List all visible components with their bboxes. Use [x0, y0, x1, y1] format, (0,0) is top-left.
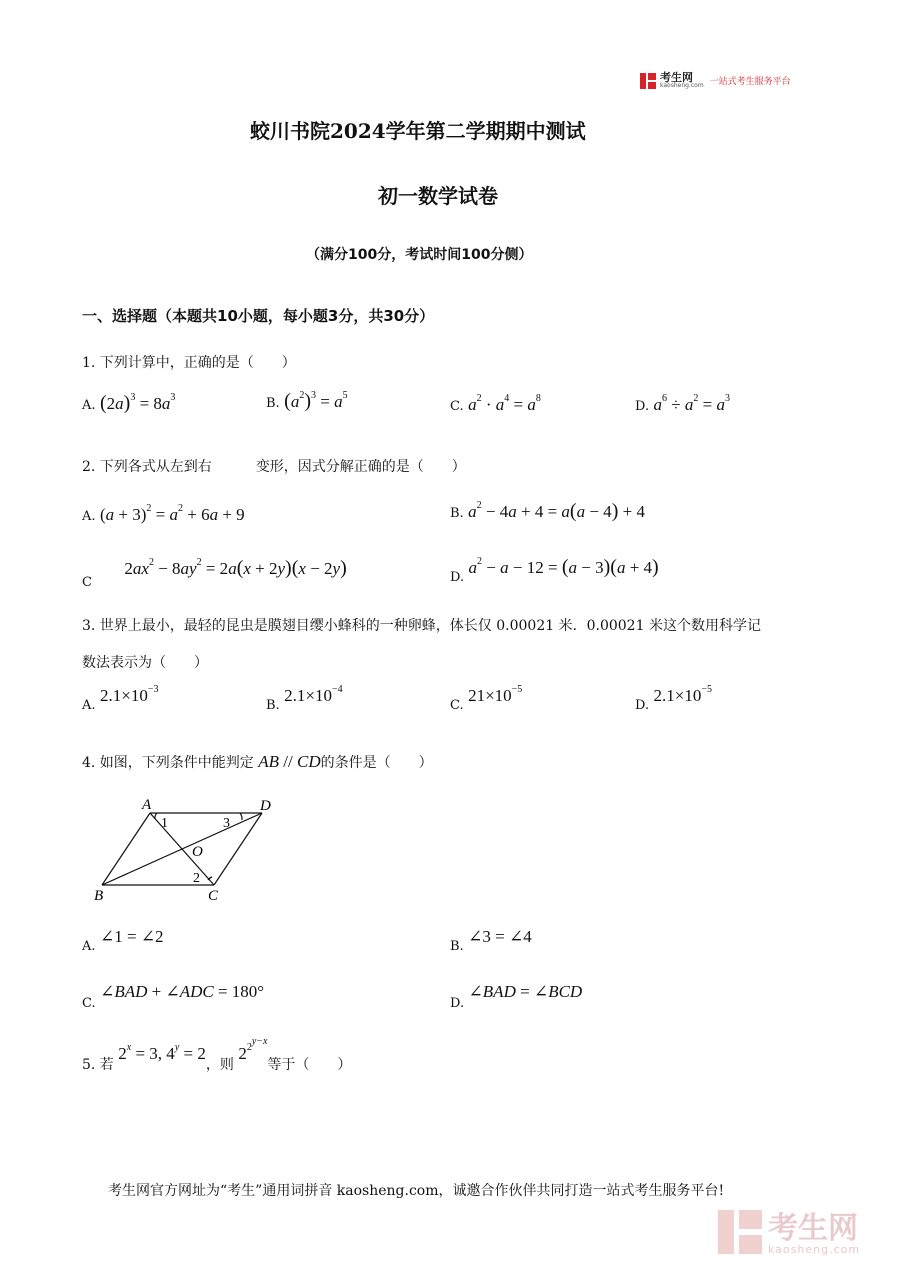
question-2-stem: 2. 下列各式从左到右 变形，因式分解正确的是（ ） — [82, 459, 466, 475]
watermark-name: 考生网 — [768, 1210, 858, 1246]
question-1-stem: 1. 下列计算中，正确的是（ ） — [82, 355, 296, 371]
footer-note: 考生网官方网址为“考生”通用词拼音 kaosheng.com，诚邀合作伙伴共同打造一站式考生服务平台! — [108, 1183, 725, 1199]
label-A: A — [142, 797, 152, 813]
question-4-stem: 4. 如图，下列条件中能判定 AB // CD的条件是（ ） — [82, 752, 433, 771]
header-logo — [640, 72, 791, 89]
logo-slogan: 一站式考生服务平台 — [709, 77, 791, 87]
logo-domain: kaosheng.com — [660, 82, 704, 89]
q1-option-a: A. $(2a)^3 = 8a^3$ — [82, 392, 176, 414]
q1-option-c: C. $a^2 \cdot a^4 = a^8$ — [450, 393, 541, 414]
q2-option-b: B. $a^2 - 4a + 4 = a(a - 4) + 4$ — [450, 500, 645, 522]
question-3-stem-line2: 数法表示为（ ） — [82, 655, 208, 671]
angle-2: 2 — [193, 871, 200, 886]
question-5-stem: 5. 若 $2^x = 3$, $4^y = 2$，则 $2^{2^{y-x}}$等于（ ） — [82, 1036, 352, 1073]
label-D: D — [260, 798, 271, 814]
question-3-stem-line1: 3. 世界上最小，最轻的昆虫是膜翅目缨小蜂科的一种卵蜂，体长仅 0.00021 米．0.00021 米这个数用科学记 — [82, 618, 761, 634]
label-B: B — [94, 888, 104, 904]
exam-info: （满分100分，考试时间100分侧） — [306, 247, 533, 263]
q2-option-c: C $2ax^2 - 8ay^2 = 2a(x + 2y)(x - 2y)$ — [82, 557, 347, 590]
q2-option-d: D. $a^2 - a - 12 = (a - 3)(a + 4)$ — [450, 556, 659, 585]
exam-title: 蛟川书院2024学年第二学期期中测试 — [250, 119, 586, 143]
watermark-logo-icon — [718, 1210, 762, 1258]
angle-3: 3 — [223, 816, 230, 831]
q1-option-d: D. $a^6 \div a^2 = a^3$ — [635, 393, 730, 414]
label-C: C — [208, 888, 219, 904]
q4-option-a: A. ∠1 = ∠2 — [82, 927, 164, 954]
section-heading: 一、选择题（本题共10小题，每小题3分，共30分） — [82, 307, 435, 325]
q1-option-b: B. $(a^2)^3 = a^5$ — [266, 390, 348, 412]
q4-option-b: B. ∠3 = ∠4 — [450, 927, 532, 954]
label-O: O — [192, 844, 203, 860]
watermark-domain: kaosheng.com — [768, 1242, 861, 1256]
q3-option-c: C. $21\times 10^{-5}$ — [450, 684, 523, 713]
watermark — [718, 1210, 860, 1258]
kaosheng-logo-icon — [640, 73, 656, 89]
q3-option-d: D. $2.1\times 10^{-5}$ — [635, 684, 713, 713]
q4-option-d: D. ∠BAD = ∠BCD — [450, 982, 583, 1011]
parallelogram-figure — [90, 795, 290, 905]
exam-subtitle: 初一数学试卷 — [378, 184, 498, 208]
logo-name: 考生网 — [660, 71, 693, 84]
q4-option-c: C. ∠BAD + ∠ADC = 180° — [82, 982, 265, 1011]
q3-option-b: B. $2.1\times 10^{-4}$ — [266, 684, 343, 713]
angle-1: 1 — [161, 816, 168, 831]
q3-option-a: A. $2.1\times 10^{-3}$ — [82, 684, 159, 713]
q2-option-a: A. $(a + 3)^2 = a^2 + 6a + 9$ — [82, 503, 245, 524]
